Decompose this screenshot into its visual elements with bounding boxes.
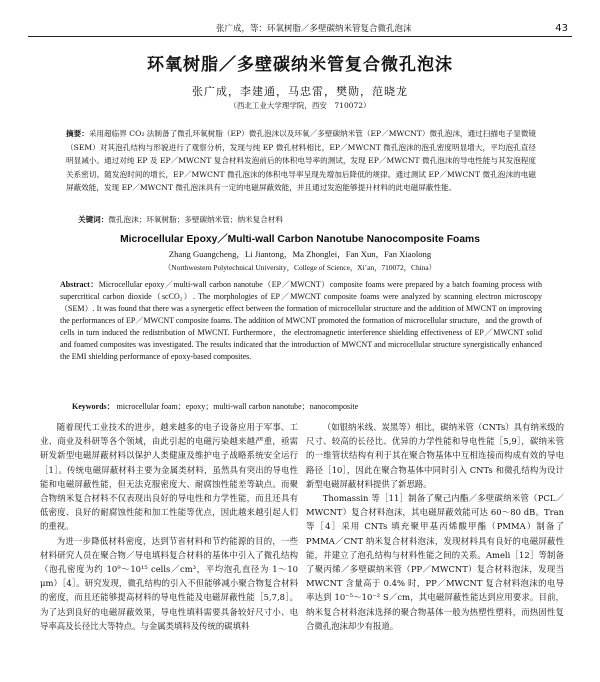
body-paragraph: Thomassin 等［11］制备了聚己内酯／多壁碳纳米管（PCL／MWCNT）复合材料泡沫，其电磁屏蔽效能可达 60～80 dB。Tran 等［4］采用 CNTs 填充聚甲基丙烯酸甲酯（PMMA）制备了 PMMA／CNT 纳米复合材料泡沫，发现材料具有良好的电磁屏蔽性能，并建立了泡孔结构与材料性能之间的关系。Ameli［12］等制备了聚丙烯／多壁碳纳米管（PP／MWCNT）复合材料泡沫，发现当 MWCNT 含量高于 0.4% 时，PP／MWCNT 复合材料泡沫的电导率达到 10⁻⁵～10⁻² S／cm，其电磁屏蔽性能达到应用要求。目前，纳米复合材料泡沫选择的聚合物基体一般为热塑性塑料，而热固性复合微孔泡沫却少有报道。: [306, 493, 564, 631]
authors-en: Zhang Guangcheng，Li Jiantong，Ma Zhonglei，Fan Xun，Fan Xiaolong: [168, 249, 432, 259]
abstract-en-text: Microcellular epoxy／multi-wall carbon nanotube（EP／MWCNT）composite foams were prepared by a batch foaming process with supercritical carbon dioxide（scCO₂）. The morphologies of EP／MWCNT composite foams were analyzed by scanning electron microscopy（SEM）. It was found that there was a synergetic effect between the formation of microcellular structure and the addition of MWCNT on improving the performances of EP／MWCNT composite foams. The addition of MWCNT promoted the formation of microcellular structure，and the growth of cells in turn induced the redistribution of MWCNT. Furthermore，the electromagnetic interference shielding effectiveness of EP／MWCNT solid and foamed composites was investigated. The results indicated that the introduction of MWCNT and microcellular structure synergistically enhanced the EMI shielding performance of epoxy-based composites.: [60, 280, 542, 361]
paper-title-en: Microcellular Epoxy／Multi-wall Carbon Nanotube Nanocomposite Foams: [120, 234, 480, 245]
abstract-en: [60, 279, 542, 363]
running-header: [28, 22, 572, 37]
body-paragraph: （如银纳米线、炭黑等）相比，碳纳米管（CNTs）具有纳米级的尺寸、较高的长径比、优异的力学性能和导电性能［5,9］，碳纳米管的一维管状结构有利于其在聚合物基体中互相连接而构成有效的导电路径［10］，因此在聚合物基体中同时引入 CNTs 和微孔结构为设计新型电磁屏蔽材料提供了新思路。: [306, 422, 564, 489]
body-paragraph: 随着现代工业技术的进步，越来越多的电子设备应用于军事、工业、商业及科研等各个领域，由此引起的电磁污染越来越严重，亟需研发新型电磁屏蔽材料以保护人类健康及维护电子战略系统安全运行［1］。传统电磁屏蔽材料主要为金属类材料，虽然具有突出的导电性能和电磁屏蔽性能，但无法克服密度大、耐腐蚀性能差等缺点。而聚合物纳米复合材料不仅表现出良好的导电性和力学性能，而且还具有低密度、良好的耐腐蚀性能和加工性能等优点，因此越来越引起人们的重视。: [40, 422, 298, 532]
affiliation-en: （Northwestern Polytechnical University，College of Science，Xi’an，710072，China）: [163, 263, 437, 272]
affiliation-cn: （西北工业大学理学院，西安 710072）: [229, 101, 371, 110]
paper-title-cn: 环氧树脂／多壁碳纳米管复合微孔泡沫: [147, 55, 453, 75]
keywords-en-label: Keywords：: [72, 402, 115, 411]
page-number: 43: [555, 23, 568, 34]
keywords-cn-text: 微孔泡沫；环氧树脂；多壁碳纳米管；纳米复合材料: [108, 215, 284, 224]
running-title: 张广成，等：环氧树脂／多壁碳纳米管复合微孔泡沫: [216, 24, 412, 34]
abstract-cn-text: 采用超临界 CO₂ 法制备了微孔环氧树脂（EP）微孔泡沫以及环氧／多壁碳纳米管（EP／MWCNT）微孔泡沫，通过扫描电子显微镜（SEM）对其泡孔结构与形貌进行了观察分析，发现与纯 EP 微孔材料相比，EP／MWCNT 微孔泡沫的泡孔密度明显增大，平均泡孔直径明显减小。通过对纯 EP 及 EP／MWCNT 复合材料发泡前后的体积电导率的测试，发现 EP／MWCNT 微孔泡沫的导电性能与其发泡程度关系密切。随发泡时间的增长，EP／MWCNT 微孔泡沫的体积电导率呈现先增加后降低的规律。通过测试 EP／MWCNT 微孔泡沫的电磁屏蔽效能，发现 EP／MWCNT 微孔泡沫具有一定的电磁屏蔽效能，并且通过发泡能够提升材料的此电磁屏蔽性能。: [66, 129, 536, 193]
keywords-cn-label: 关键词：: [78, 215, 109, 224]
abstract-cn: [66, 127, 536, 195]
abstract-cn-label: 摘要：: [66, 129, 89, 138]
body-paragraph: 为进一步降低材料密度，达到节省材料和节约能源的目的，一些材料研究人员在聚合物／导电填料复合材料的基体中引入了微孔结构（泡孔密度为约 10⁹～10¹⁵ cells／cm³，平均泡孔直径为 1～10 μm）［4］。研究发现，微孔结构的引入不但能够减小聚合物复合材料的密度，而且还能够提高材料的导电性能及电磁屏蔽性能［5,7,8］。为了达到良好的电磁屏蔽效果，导电性填料需要具备较好尺寸小、电导率高及长径比大等特点。与金属类填料及传统的碳填料: [40, 535, 298, 631]
abstract-en-label: Abstract：: [60, 280, 99, 289]
keywords-en-text: microcellular foam；epoxy；multi-wall carbon nanotube；nanocomposite: [116, 402, 359, 411]
body-column-left: [40, 420, 298, 633]
authors-cn: 张广成，李建通，马忠雷，樊勋，范晓龙: [192, 85, 408, 98]
body-column-right: [306, 420, 564, 633]
keywords-cn: [78, 214, 538, 226]
keywords-en: [72, 401, 542, 413]
